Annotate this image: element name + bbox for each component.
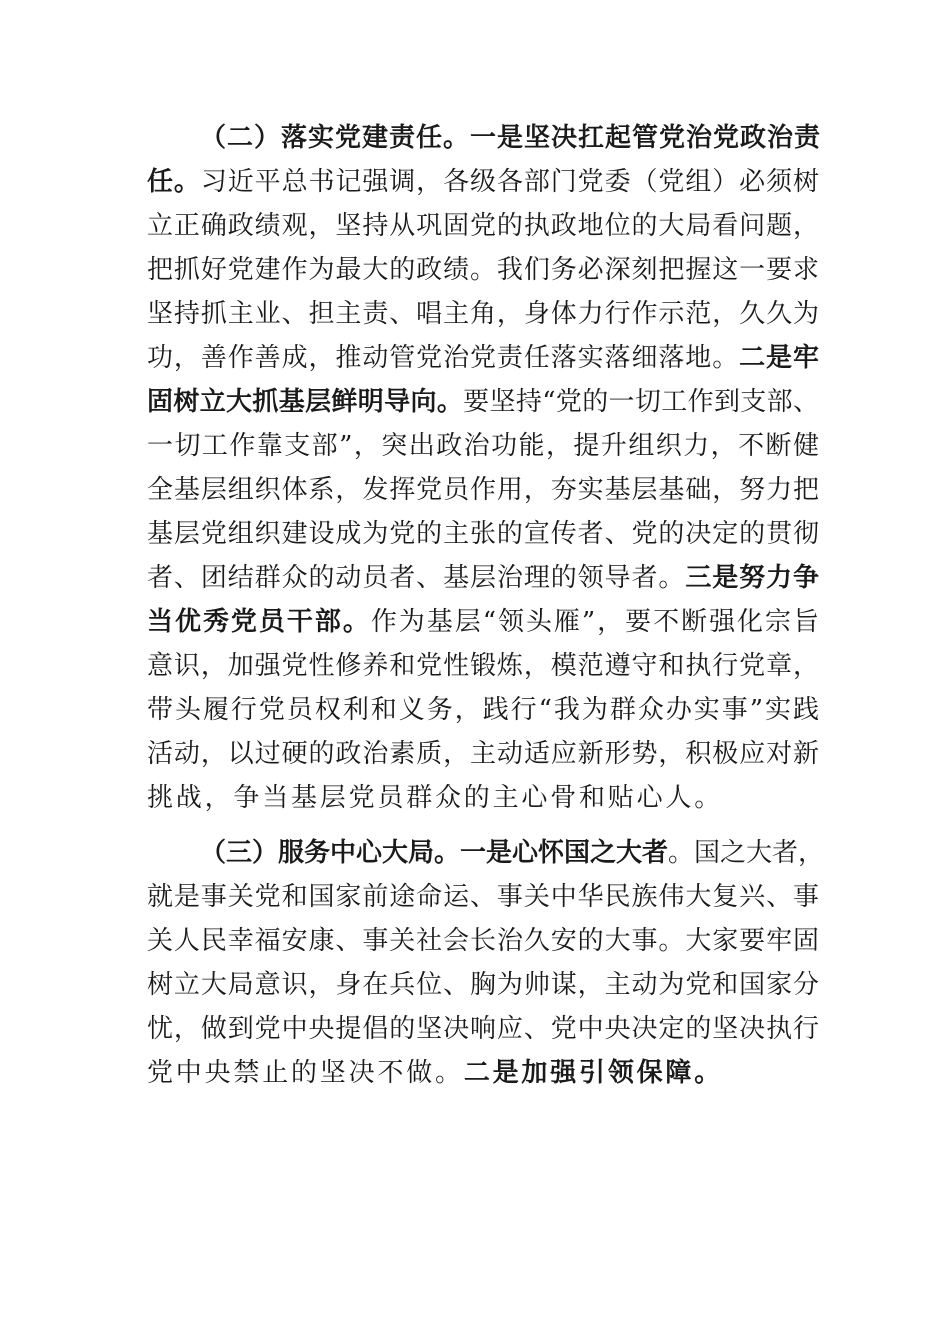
section-2-heading: （二）落实党建责任。一是坚决扛起管党治党政治责 xyxy=(200,123,820,153)
body-text: 一切工作靠支部”，突出政治功能，提升组织力，不断健 xyxy=(147,431,819,461)
body-text: 基层党组织建设成为党的主张的宣传者、党的决定的贯彻 xyxy=(147,519,819,549)
line-15 xyxy=(147,732,819,776)
bold-text: 任。 xyxy=(147,167,201,197)
body-text: 。国之大者， xyxy=(668,838,825,868)
body-text: 立正确政绩观，坚持从巩固党的执政地位的大局看问题， xyxy=(147,211,819,241)
line-20 xyxy=(147,963,819,1007)
body-text: 意识，加强党性修养和党性锻炼，模范遵守和执行党章， xyxy=(147,651,819,681)
line-8 xyxy=(147,424,819,468)
body-text: 作为基层“领头雁”，要不断强化宗旨 xyxy=(370,607,819,637)
body-text: 带头履行党员权利和义务，践行“我为群众办实事”实践 xyxy=(147,695,819,725)
bold-text: 二是牢 xyxy=(739,343,819,373)
body-text: 就是事关党和国家前途命运、事关中华民族伟大复兴、事 xyxy=(147,882,819,912)
body-text: 习近平总书记强调，各级各部门党委（党组）必须树 xyxy=(200,167,819,197)
line-14 xyxy=(147,688,819,732)
line-1 xyxy=(200,116,820,160)
body-text: 要坚持“党的一切工作到支部、 xyxy=(463,387,819,417)
body-text: 忧，做到党中央提倡的坚决响应、党中央决定的坚决执行 xyxy=(147,1014,819,1044)
body-text: 全基层组织体系，发挥党员作用，夯实基层基础，努力把 xyxy=(147,475,819,505)
body-text: 活动，以过硬的政治素质，主动适应新形势，积极应对新 xyxy=(147,739,819,769)
line-2 xyxy=(147,160,819,204)
line-21 xyxy=(147,1007,819,1051)
body-text: 挑战，争当基层党员群众的主心骨和贴心人。 xyxy=(147,783,724,813)
bold-text: 三是努力争 xyxy=(685,563,819,593)
bold-text: 当优秀党员干部。 xyxy=(147,607,371,637)
line-13 xyxy=(147,644,819,688)
line-16 xyxy=(147,776,819,820)
body-text: 党中央禁止的坚决不做。 xyxy=(147,1058,464,1088)
line-7 xyxy=(147,380,819,424)
line-10 xyxy=(147,512,819,556)
body-text: 把抓好党建作为最大的政绩。我们务必深刻把握这一要求 xyxy=(147,255,819,285)
body-text: 功，善作善成，推动管党治党责任落实落细落地。 xyxy=(147,343,740,373)
line-22 xyxy=(147,1051,819,1095)
line-19 xyxy=(147,919,819,963)
body-text: 关人民幸福安康、事关社会长治久安的大事。大家要牢固 xyxy=(147,926,819,956)
line-18 xyxy=(147,875,819,919)
line-17 xyxy=(200,831,825,875)
section-3-heading: （三）服务中心大局。一是心怀国之大者 xyxy=(200,838,669,868)
bold-text: 固树立大抓基层鲜明导向。 xyxy=(147,387,464,417)
line-9 xyxy=(147,468,819,512)
body-text: 树立大局意识，身在兵位、胸为帅谋，主动为党和国家分 xyxy=(147,970,819,1000)
line-6 xyxy=(147,336,819,380)
line-4 xyxy=(147,248,819,292)
line-11 xyxy=(147,556,819,600)
bold-text: 二是加强引领保障。 xyxy=(463,1058,724,1088)
body-text: 者、团结群众的动员者、基层治理的领导者。 xyxy=(147,563,686,593)
line-3 xyxy=(147,204,819,248)
line-12 xyxy=(147,600,819,644)
body-text: 坚持抓主业、担主责、唱主角，身体力行作示范，久久为 xyxy=(147,299,819,329)
line-5 xyxy=(147,292,819,336)
